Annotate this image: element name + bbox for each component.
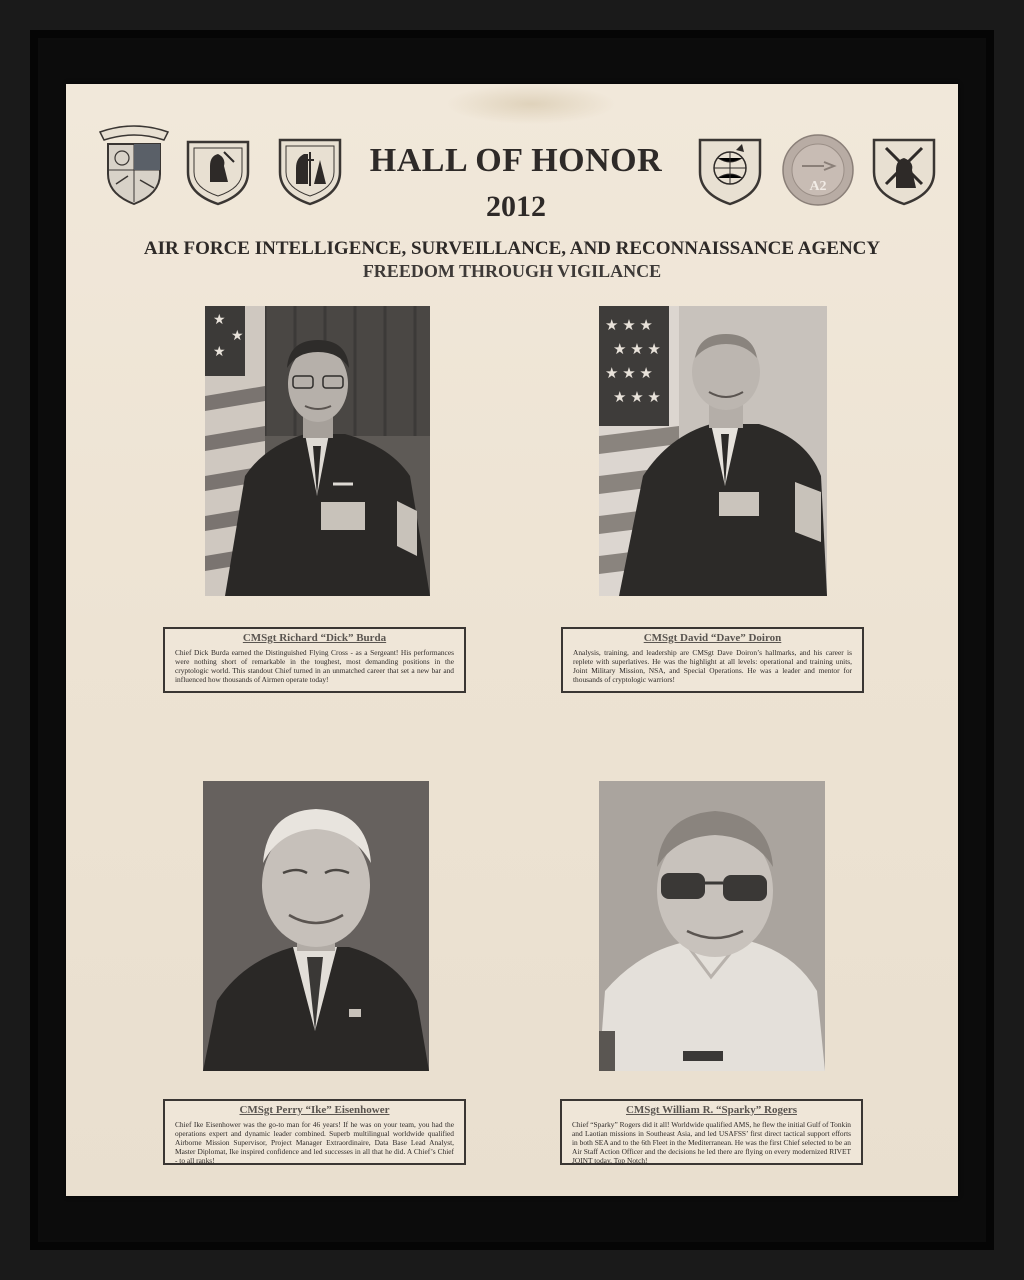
svg-text:★ ★ ★: ★ ★ ★ <box>605 318 653 334</box>
honoree-citation: Chief Ike Eisenhower was the go-to man for 46 years! If he was on your team, you had the operations expert and dynamic leader combined. Superb multilingual worldwide qualified Airborne Mission Supervisor, Project Manager Extraordinaire, Data Base Lead Analyst, Master Diplomat, Ike inspired confidence and led successes in all that he did. A Chief’s Chief - to all ranks! <box>175 1120 454 1165</box>
honoree-name: CMSgt David “Dave” Doiron <box>643 632 782 644</box>
svg-text:★ ★ ★: ★ ★ ★ <box>605 366 653 382</box>
paper-stain <box>446 84 616 124</box>
honoree-citation: Analysis, training, and leadership are CMSgt Dave Doiron’s hallmarks, and his career is replete with superlatives. He was the highlight at all levels: operational and training units, Joint Military Mission, NSA, and Special Operations. He was a leader and mentor for thousands of cryptologic warriors! <box>573 648 852 684</box>
air-intelligence-agency-shield-icon <box>692 130 768 208</box>
svg-text:★: ★ <box>231 329 244 344</box>
honoree-caption-burda <box>163 627 466 693</box>
honoree-photo-burda <box>205 306 430 596</box>
honoree-photo-eisenhower <box>203 781 429 1071</box>
plaque-year: 2012 <box>486 190 546 223</box>
honoree-name: CMSgt Perry “Ike” Eisenhower <box>239 1104 390 1116</box>
agency-name: AIR FORCE INTELLIGENCE, SURVEILLANCE, AND RECONNAISSANCE AGENCY <box>143 238 881 259</box>
honoree-caption-eisenhower <box>163 1099 466 1165</box>
honoree-caption-rogers <box>560 1099 863 1165</box>
svg-text:★ ★ ★: ★ ★ ★ <box>613 390 661 406</box>
honoree-caption-doiron <box>561 627 864 693</box>
usaf-security-service-shield-icon <box>94 122 174 208</box>
a2-seal-icon <box>780 132 856 208</box>
honoree-photo-doiron <box>599 306 827 596</box>
hall-of-honor-plaque <box>66 84 958 1196</box>
svg-text:★: ★ <box>213 313 226 328</box>
svg-text:★ ★ ★: ★ ★ ★ <box>613 342 661 358</box>
air-force-isr-agency-shield-icon <box>866 130 942 208</box>
honoree-citation: Chief Dick Burda earned the Distinguished Flying Cross - as a Sergeant! His performances were nothing short of remarkable in the toughest, most demanding positions in the cryptologic world. This standout Chief turned in an unmatched career that set a new bar and influenced how thousands of Airmen operate today! <box>175 648 454 684</box>
honoree-photo-rogers <box>599 781 825 1071</box>
plaque-title: HALL OF HONOR <box>369 142 663 179</box>
electronic-security-command-shield-icon <box>180 132 256 208</box>
agency-motto: FREEDOM THROUGH VIGILANCE <box>362 261 662 281</box>
honoree-name: CMSgt William R. “Sparky” Rogers <box>625 1104 797 1116</box>
honoree-name: CMSgt Richard “Dick” Burda <box>242 632 387 644</box>
svg-text:★: ★ <box>213 345 226 360</box>
honoree-citation: Chief “Sparky” Rogers did it all! Worldwide qualified AMS, he flew the initial Gulf of Tonkin and Laotian missions in Southeast Asia, and led USAFSS’ first direct tactical support efforts in both SEA and to the 6th Fleet in the Mediterranean. He was the first Chief selected to be an Air Staff Action Officer and the decisions he led there are flying on every modernized RIVET JOINT today. Top Notch! <box>572 1120 851 1165</box>
svg-text:A2: A2 <box>809 179 827 194</box>
